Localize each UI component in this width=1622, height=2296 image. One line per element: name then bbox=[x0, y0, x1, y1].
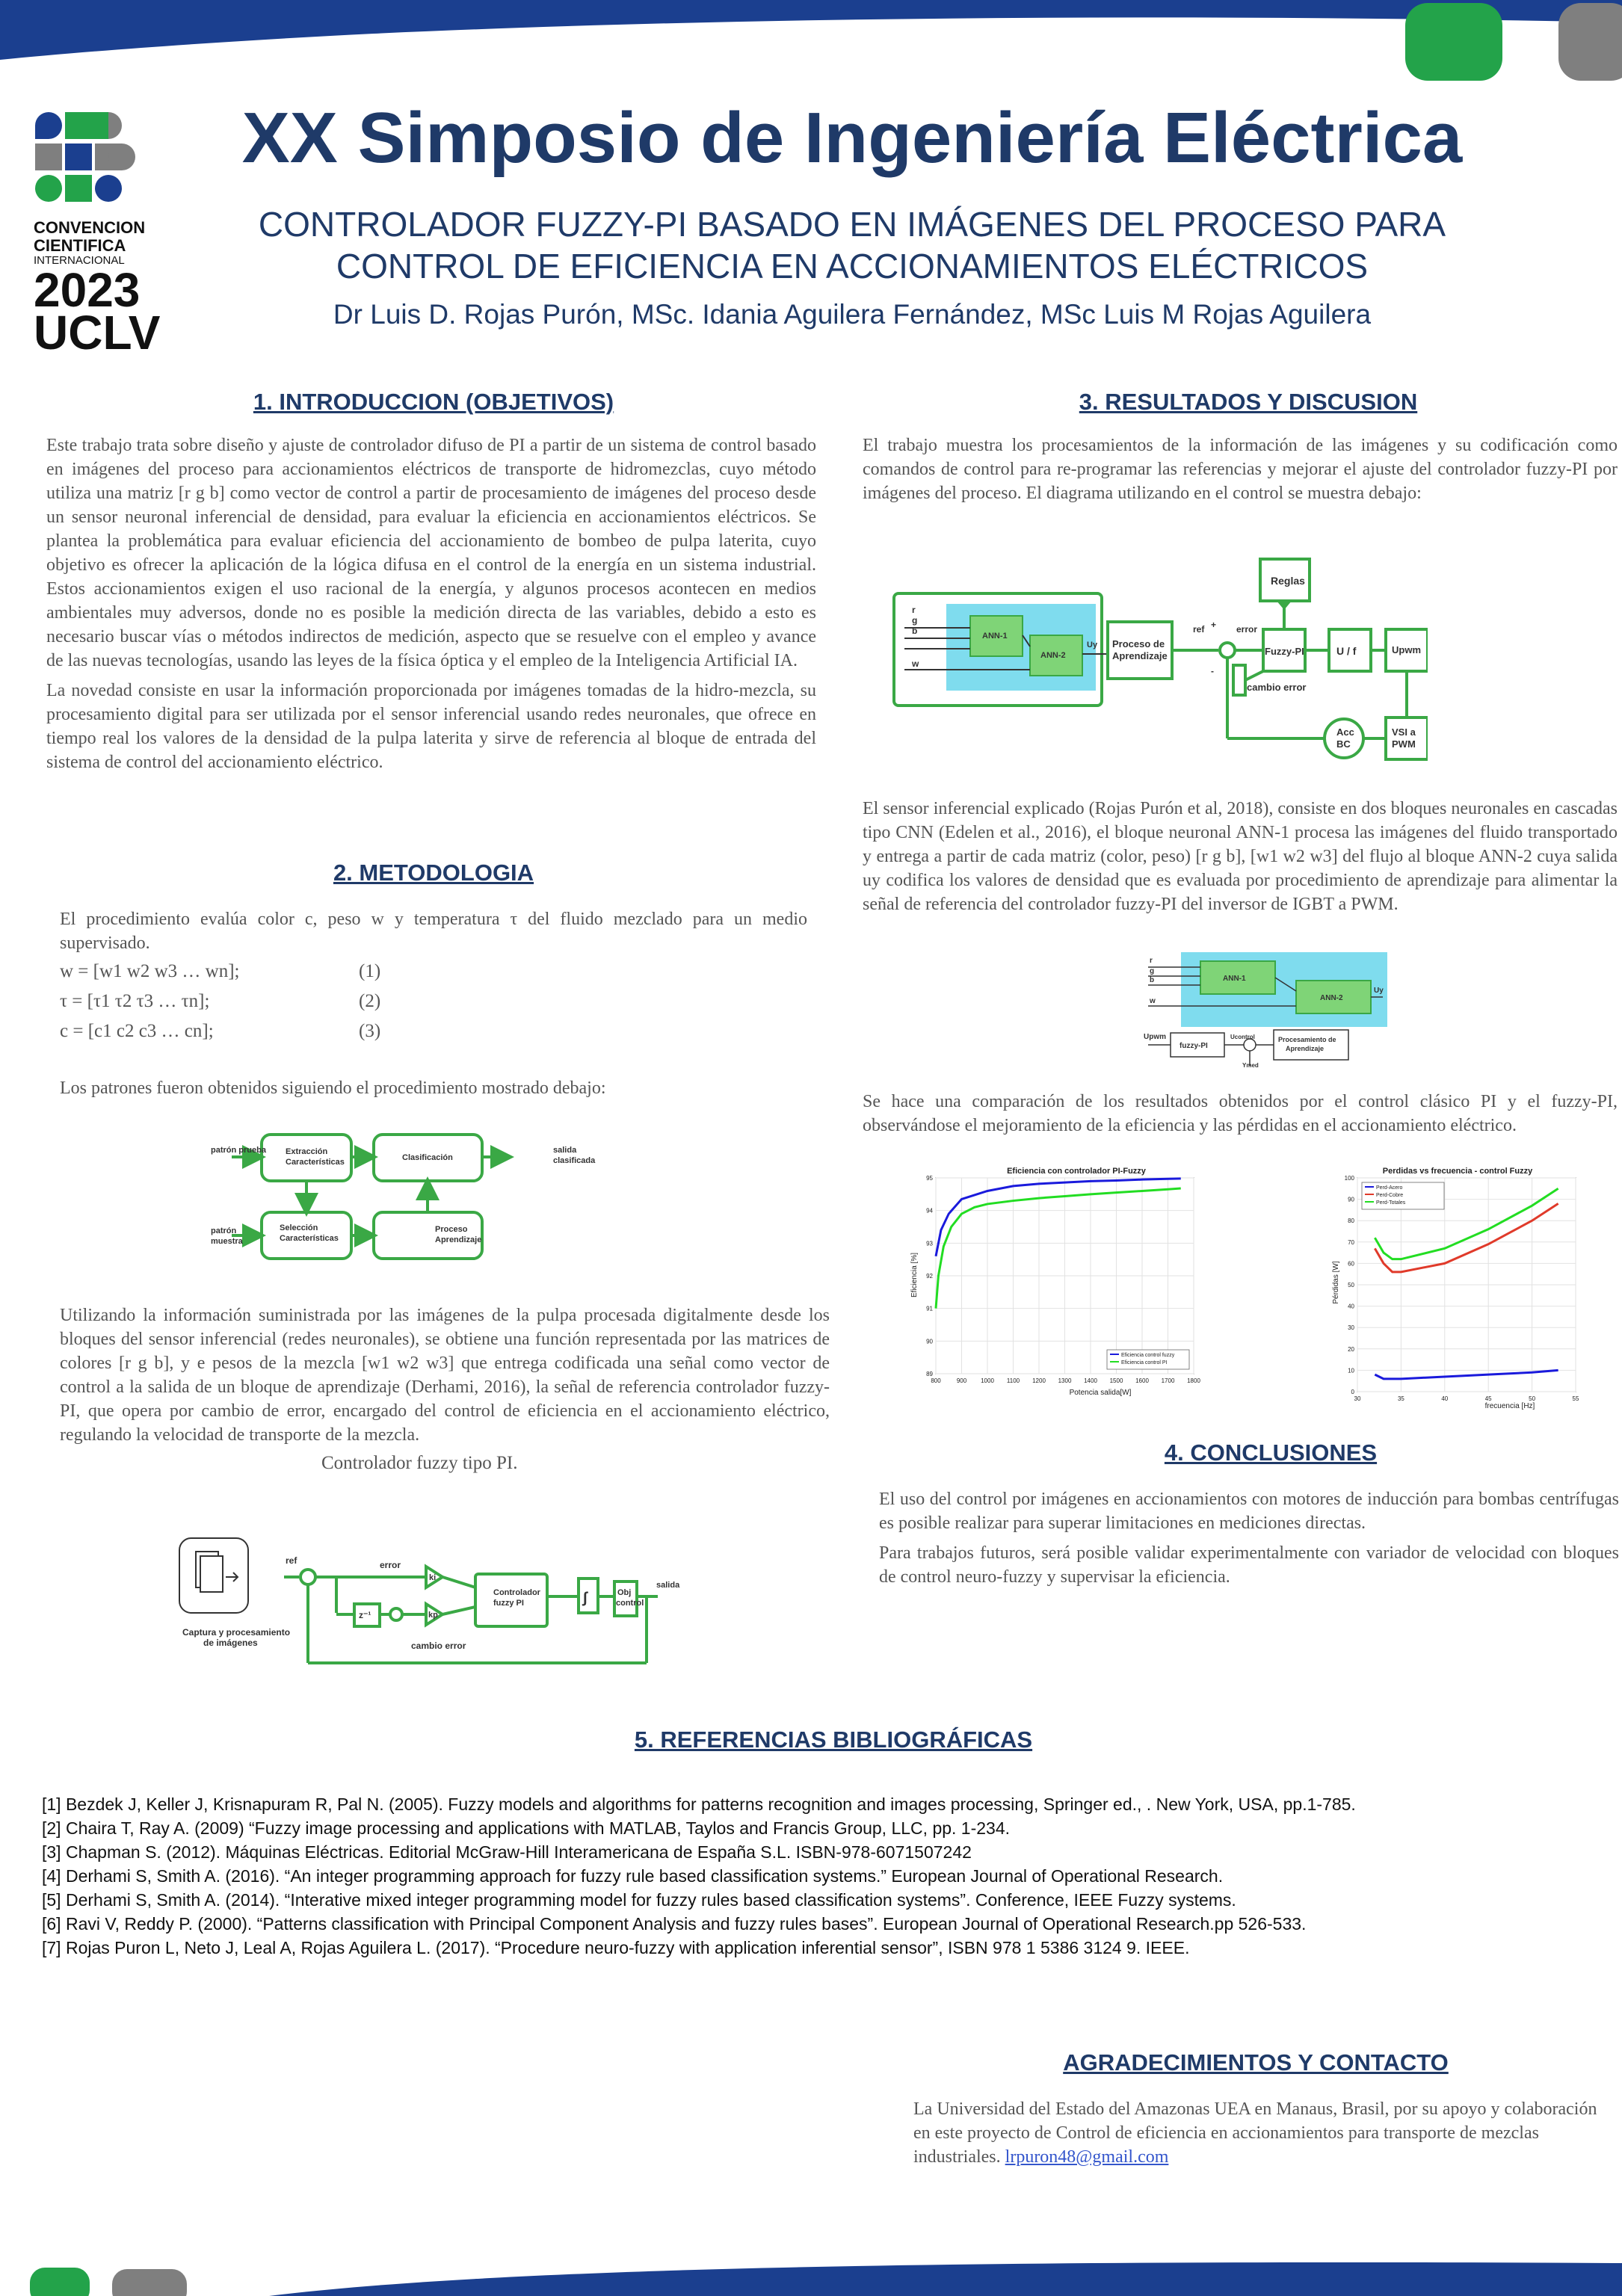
x-tick-label: 1700 bbox=[1161, 1377, 1175, 1384]
legend-label: Perd-Cobre bbox=[1376, 1193, 1404, 1198]
diag-error: error bbox=[1236, 624, 1258, 635]
flow-salida-1: salida bbox=[553, 1146, 577, 1155]
diag2-fuzzy: fuzzy-PI bbox=[1180, 1042, 1208, 1050]
y-tick-label: 10 bbox=[1348, 1367, 1354, 1374]
formula-number: (1) bbox=[359, 961, 381, 981]
y-tick-label: 0 bbox=[1351, 1389, 1354, 1395]
diag-g: g bbox=[912, 615, 918, 626]
formula-row bbox=[60, 957, 508, 987]
intro-paragraph-1: Este trabajo trata sobre diseño y ajuste de controlador difuso de PI a partir de un sistema de control basado en imágenes del proceso para accionamientos eléctricos de transporte de hidromezclas, cuyo método utiliza una matriz [r g b] como vector de control a partir de procesamiento de imágenes del proceso desde un sensor neuronal inferencial de densidad, para evaluar la eficiencia en accionamientos eléctricos. Se plantea la problemática para evaluar eficiencia del accionamiento de bombeo de pulpa laterita, cuyo objetivo es ofrecer la aplicación de la lógica difusa en el control de la energía en un sistema industrial. Estos accionamientos exigen el uso racional de la energía, y algunos procesos acontecen en medios ambientales muy adversos, donde no es posible la medición directa de las variables, debido a esto es necesario buscar vías o métodos indirectos de medición, aspecto que se resuelve con el empleo y avance de las nuevas tecnologías, usando las leyes de la física óptica y el empleo de la Inteligencia Artificial IA. bbox=[46, 436, 816, 670]
ctrl-capture-2: de imágenes bbox=[203, 1638, 258, 1648]
results-comparison-text: Se hace una comparación de los resultados obtenidos por el control clásico PI y el fuzzy-PI, observándose el mejoramiento de la eficiencia y las pérdidas en el accionamiento eléctrico. bbox=[863, 1092, 1618, 1135]
references-list bbox=[42, 1792, 1612, 1960]
ctrl-z: z⁻¹ bbox=[359, 1610, 371, 1620]
ctrl-integrator: ∫ bbox=[583, 1590, 588, 1606]
logo-line3: INTERNACIONAL bbox=[34, 254, 125, 267]
diag-plus: + bbox=[1211, 620, 1217, 630]
conclusions-paragraph-1: El uso del control por imágenes en accionamientos con motores de inducción para bombas centrífugas es posible realizar para superar limitaciones en mediciones directas. bbox=[879, 1490, 1619, 1533]
y-tick-label: 95 bbox=[926, 1175, 933, 1182]
y-tick-label: 80 bbox=[1348, 1218, 1354, 1225]
flow-patron-muestra-2: muestra bbox=[211, 1237, 243, 1246]
logo-year: 2023 bbox=[34, 263, 141, 317]
flow-proceso-2: Aprendizaje bbox=[435, 1235, 482, 1244]
x-tick-label: 1200 bbox=[1032, 1377, 1046, 1384]
pattern-flow-diagram bbox=[202, 1121, 650, 1271]
ctrl-block-2: fuzzy PI bbox=[493, 1599, 524, 1608]
y-tick-label: 92 bbox=[926, 1273, 933, 1280]
method-patterns-text: Los patrones fueron obtenidos siguiendo el procedimiento mostrado debajo: bbox=[60, 1078, 606, 1098]
y-tick-label: 60 bbox=[1348, 1260, 1354, 1268]
reference-item: [5] Derhami S, Smith A. (2014). “Interative mixed integer programming model for fuzzy rules based classification systems”. Conference, IEEE Fuzzy systems. bbox=[42, 1890, 1236, 1910]
ctrl-control: control bbox=[616, 1599, 644, 1608]
ctrl-obj: Obj bbox=[617, 1588, 632, 1597]
y-tick-label: 50 bbox=[1348, 1282, 1354, 1289]
x-tick-label: 1300 bbox=[1058, 1377, 1072, 1384]
diag-b: b bbox=[912, 626, 918, 636]
method-title: 2. METODOLOGIA bbox=[333, 860, 534, 886]
diag2-uy: Uy bbox=[1374, 987, 1384, 995]
y-tick-label: 40 bbox=[1348, 1303, 1354, 1310]
y-tick-label: 100 bbox=[1344, 1175, 1354, 1182]
x-tick-label: 900 bbox=[956, 1377, 967, 1384]
fuzzy-pi-controller-diagram bbox=[172, 1525, 695, 1674]
legend-label: Perd-Acero bbox=[1376, 1185, 1403, 1191]
diag-acc-2: BC bbox=[1336, 738, 1351, 750]
diag2-ann2: ANN-2 bbox=[1320, 994, 1343, 1002]
legend-label: Eficiencia control fuzzy bbox=[1121, 1353, 1175, 1358]
results-title: 3. RESULTADOS Y DISCUSION bbox=[1079, 389, 1418, 415]
x-tick-label: 40 bbox=[1441, 1395, 1449, 1402]
logo-org: UCLV bbox=[34, 306, 161, 359]
x-tick-label: 1000 bbox=[981, 1377, 994, 1384]
reference-item: [1] Bezdek J, Keller J, Krisnapuram R, Pal N. (2005). Fuzzy models and algorithms for patterns recognition and images processing, Springer ed., . New York, USA, pp.1-785. bbox=[42, 1794, 1356, 1814]
formula-number: (2) bbox=[359, 991, 381, 1011]
diag-fuzzy: Fuzzy-PI bbox=[1265, 646, 1304, 657]
x-tick-label: 1400 bbox=[1084, 1377, 1097, 1384]
conclusions-paragraph-2: Para trabajos futuros, será posible validar experimentalmente con variador de velocidad con bloques de control neuro-fuzzy y supervisar la eficiencia. bbox=[879, 1543, 1619, 1587]
x-tick-label: 1100 bbox=[1006, 1377, 1020, 1384]
efficiency-chart bbox=[897, 1163, 1203, 1402]
ctrl-error: error bbox=[380, 1560, 401, 1570]
ctrl-salida: salida bbox=[656, 1581, 680, 1590]
diag2-upwm: Upwm bbox=[1144, 1033, 1166, 1041]
diag-w: w bbox=[912, 658, 919, 669]
flow-salida-2: clasificada bbox=[553, 1156, 596, 1165]
method-intro: El procedimiento evalúa color c, peso w y temperatura τ del fluido mezclado para un medio supervisado. bbox=[60, 910, 807, 953]
convention-logo bbox=[34, 111, 161, 359]
diag-ref: ref bbox=[1193, 624, 1205, 635]
y-tick-label: 90 bbox=[1348, 1196, 1354, 1203]
logo-line2: CIENTIFICA bbox=[34, 236, 126, 255]
x-tick-label: 800 bbox=[931, 1377, 941, 1384]
diag-ann1: ANN-1 bbox=[982, 632, 1008, 641]
results-intro: El trabajo muestra los procesamientos de la información de las imágenes y su codificación como comandos de control para re-programar las referencias y mejorar el ajuste del controlador fuzzy-PI por imágenes del proceso. El diagrama utilizando en el control se muestra debajo: bbox=[863, 436, 1618, 503]
reference-item: [4] Derhami S, Smith A. (2016). “An integer programming approach for fuzzy rule based classification systems.” European Journal of Operational Research. bbox=[42, 1866, 1224, 1886]
formula-expr: τ = [τ1 τ2 τ3 … τn]; bbox=[60, 991, 210, 1011]
legend-label: Perd-Totales bbox=[1376, 1200, 1406, 1206]
reference-item: [6] Ravi V, Reddy P. (2000). “Patterns classification with Principal Component Analysis and fuzzy rules bases”. European Journal of Operational Research.pp 526-533. bbox=[42, 1914, 1307, 1934]
flow-extraccion-2: Características bbox=[286, 1158, 345, 1167]
acknowledgements-title: AGRADECIMIENTOS Y CONTACTO bbox=[1063, 2049, 1449, 2076]
x-tick-label: 45 bbox=[1484, 1395, 1492, 1402]
flow-seleccion-1: Selección bbox=[280, 1223, 318, 1232]
ctrl-block-1: Controlador bbox=[493, 1588, 540, 1597]
chart-eff-xlabel: Potencia salida[W] bbox=[1069, 1389, 1132, 1397]
ctrl-kp: kp bbox=[428, 1611, 438, 1620]
ctrl-capture-1: Captura y procesamiento bbox=[182, 1627, 291, 1638]
flow-seleccion-2: Características bbox=[280, 1234, 339, 1243]
ctrl-ref: ref bbox=[286, 1555, 297, 1566]
reference-item: [7] Rojas Puron L, Neto J, Leal A, Rojas Aguilera L. (2017). “Procedure neuro-fuzzy with application inferential sensor”, ISBN 978 1 5386 3124 9. IEEE. bbox=[42, 1938, 1190, 1957]
formula-row bbox=[60, 987, 508, 1016]
legend-label: Eficiencia control PI bbox=[1121, 1360, 1168, 1365]
acknowledgements-body bbox=[913, 2097, 1616, 2169]
reference-item: [2] Chaira T, Ray A. (2009) “Fuzzy image processing and applications with MATLAB, Taylos and Francis Group, LLC, pp. 1-234. bbox=[42, 1818, 1011, 1838]
diag-minus: - bbox=[1211, 666, 1214, 676]
diag-proc-2: Aprendizaje bbox=[1112, 650, 1168, 661]
diag2-ymed: Ymed bbox=[1242, 1062, 1259, 1069]
control-system-diagram bbox=[889, 538, 1428, 762]
intro-title: 1. INTRODUCCION (OBJETIVOS) bbox=[253, 389, 614, 415]
logo-mark bbox=[34, 111, 153, 215]
diag-r: r bbox=[912, 605, 916, 615]
y-tick-label: 91 bbox=[926, 1305, 933, 1312]
flow-extraccion-1: Extracción bbox=[286, 1147, 328, 1156]
acknowledgements-text: La Universidad del Estado del Amazonas UEA en Manaus, Brasil, por su apoyo y colaboración en este proyecto de Control de eficiencia en accionamientos para transporte de mezclas industriales. bbox=[913, 2099, 1597, 2167]
diag2-w: w bbox=[1150, 997, 1156, 1005]
chart-loss-xlabel: frecuencia [Hz] bbox=[1484, 1402, 1535, 1410]
diag-cambio: cambio error bbox=[1247, 682, 1307, 693]
reference-item: [3] Chapman S. (2012). Máquinas Eléctricas. Editorial McGraw-Hill Interamericana de España S.L. ISBN-978-6071507242 bbox=[42, 1842, 972, 1862]
subtitle-line1: CONTROLADOR FUZZY-PI BASADO EN IMÁGENES DEL PROCESO PARA bbox=[258, 205, 1446, 244]
diag-upwm: Upwm bbox=[1392, 644, 1421, 655]
losses-chart bbox=[1330, 1163, 1585, 1417]
formula-row bbox=[60, 1016, 508, 1046]
ctrl-ki: ki bbox=[429, 1573, 437, 1582]
x-tick-label: 35 bbox=[1397, 1395, 1404, 1402]
intro-body bbox=[46, 433, 816, 780]
diag2-r: r bbox=[1150, 957, 1153, 965]
diag-acc-1: Acc bbox=[1336, 726, 1354, 738]
x-tick-label: 30 bbox=[1354, 1395, 1361, 1402]
diag2-b: b bbox=[1150, 976, 1155, 984]
y-tick-label: 94 bbox=[926, 1207, 933, 1215]
poster-subtitle bbox=[224, 203, 1480, 287]
y-tick-label: 90 bbox=[926, 1338, 933, 1345]
subtitle-line2: CONTROL DE EFICIENCIA EN ACCIONAMIENTOS ELÉCTRICOS bbox=[336, 247, 1369, 286]
diag-reglas: Reglas bbox=[1271, 575, 1305, 587]
x-tick-label: 55 bbox=[1572, 1395, 1579, 1402]
method-body: Utilizando la información suministrada por las imágenes de la pulpa procesada digitalmente desde los bloques del sensor inferencial (redes neuronales), se obtiene una función representada por las matrices de colores [r g b], y e pesos de la mezcla [w1 w2 w3] que entrega codificada una señal como vector de control a la salida de un bloque de aprendizaje (Derhami, 2016), la señal de referencia controlador fuzzy-PI, que opera por cambio de error, encargado del control de eficiencia en el accionamiento eléctrico, regulando la velocidad de transporte de la mezcla. bbox=[60, 1306, 830, 1445]
diag-ann2: ANN-2 bbox=[1040, 651, 1066, 660]
diag-proc-1: Proceso de bbox=[1112, 638, 1165, 649]
x-tick-label: 1800 bbox=[1187, 1377, 1200, 1384]
references-title: 5. REFERENCIAS BIBLIOGRÁFICAS bbox=[634, 1726, 1033, 1753]
diag-uy: Uy bbox=[1087, 641, 1098, 649]
formula-expr: w = [w1 w2 w3 … wn]; bbox=[60, 961, 240, 981]
y-tick-label: 20 bbox=[1348, 1345, 1354, 1353]
results-sensor-text: El sensor inferencial explicado (Rojas Purón et al, 2018), consiste en dos bloques neuronales en cascadas tipo CNN (Edelen et al., 2016), el bloque neuronal ANN-1 procesa las imágenes del fluido transportado y entrega a partir de cada matriz (color, peso) [r g b], [w1 w2 w3] del flujo al bloque ANN-2 cuya salida uy codifica los valores de densidad que es evaluada por procedimiento de aprendizaje para alimentar la señal de referencia del controlador fuzzy-PI del inversor de IGBT a PWM. bbox=[863, 799, 1618, 914]
chart-eff-title: Eficiencia con controlador PI-Fuzzy bbox=[1007, 1167, 1146, 1176]
diag-uf: U / f bbox=[1336, 645, 1357, 657]
ctrl-cambio-error: cambio error bbox=[411, 1641, 466, 1651]
bottom-banner bbox=[0, 2257, 1622, 2296]
flow-patron-prueba: patrón prueba bbox=[211, 1146, 266, 1155]
flow-patron-muestra-1: patrón bbox=[211, 1226, 237, 1235]
top-banner bbox=[0, 0, 1622, 90]
diag2-ann1: ANN-1 bbox=[1223, 975, 1246, 983]
chart-loss-title: Perdidas vs frecuencia - control Fuzzy bbox=[1382, 1167, 1533, 1176]
method-formulas bbox=[60, 957, 508, 1046]
diag2-proc-2: Aprendizaje bbox=[1286, 1045, 1325, 1052]
flow-proceso-1: Proceso bbox=[435, 1225, 468, 1234]
formula-number: (3) bbox=[359, 1021, 381, 1041]
intro-paragraph-2: La novedad consiste en usar la información proporcionada por imágenes tomadas de la hidro-mezcla, su procesamiento digital para ser utilizada por el sensor inferencial usando redes neuronales, que ofrece en tiempo real los valores de la densidad de la pulpa laterita y sirve de referencia al bloque de entrada del sistema de control del accionamiento eléctrico. bbox=[46, 681, 816, 772]
chart-eff-ylabel: Eficiencia [%] bbox=[910, 1252, 919, 1298]
diag-vsi-1: VSI a bbox=[1392, 726, 1416, 738]
y-tick-label: 93 bbox=[926, 1240, 933, 1247]
conclusions-body bbox=[879, 1487, 1619, 1595]
sensor-cascade-diagram bbox=[1136, 946, 1390, 1069]
y-tick-label: 70 bbox=[1348, 1238, 1354, 1246]
y-tick-label: 89 bbox=[926, 1371, 933, 1377]
contact-email-link[interactable]: lrpuron48@gmail.com bbox=[1005, 2147, 1169, 2167]
chart-loss-ylabel: Pérdidas [W] bbox=[1332, 1261, 1340, 1304]
diag2-proc-1: Procesamiento de bbox=[1278, 1036, 1336, 1043]
flow-clasificacion: Clasificación bbox=[402, 1153, 453, 1162]
x-tick-label: 50 bbox=[1529, 1395, 1536, 1402]
poster-title: XX Simposio de Ingeniería Eléctrica bbox=[241, 98, 1463, 178]
diag2-ucontrol: Ucontrol bbox=[1230, 1034, 1255, 1040]
controller-caption: Controlador fuzzy tipo PI. bbox=[321, 1453, 518, 1473]
x-tick-label: 1600 bbox=[1135, 1377, 1149, 1384]
y-tick-label: 30 bbox=[1348, 1324, 1354, 1332]
logo-line1: CONVENCION bbox=[34, 218, 146, 237]
poster-authors: Dr Luis D. Rojas Purón, MSc. Idania Aguilera Fernández, MSc Luis M Rojas Aguilera bbox=[333, 299, 1372, 330]
diag2-g: g bbox=[1150, 967, 1155, 975]
diag-vsi-2: PWM bbox=[1392, 738, 1416, 750]
x-tick-label: 1500 bbox=[1109, 1377, 1123, 1384]
conclusions-title: 4. CONCLUSIONES bbox=[1164, 1439, 1378, 1466]
formula-expr: c = [c1 c2 c3 … cn]; bbox=[60, 1021, 214, 1041]
